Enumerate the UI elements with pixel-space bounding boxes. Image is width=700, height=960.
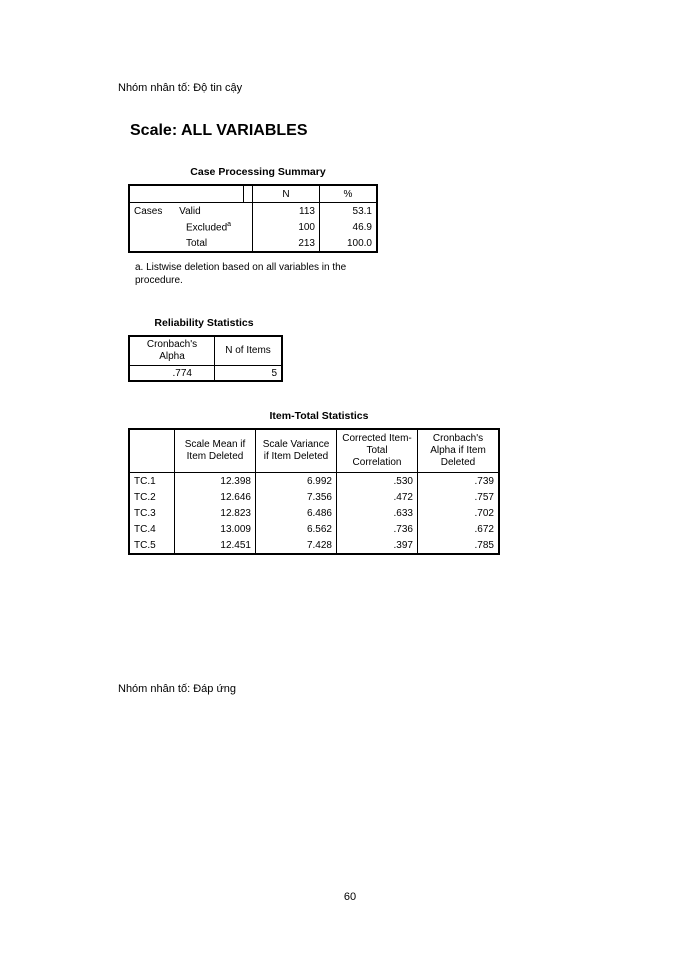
cps-cell-pct: 53.1: [352, 205, 372, 217]
its-cell-variance: 6.992: [256, 473, 337, 490]
cps-cell-pct: 100.0: [346, 237, 372, 249]
rel-cell-items: 5: [271, 367, 277, 379]
table-row: [129, 235, 377, 252]
cps-footnote: a. Listwise deletion based on all variables in the procedure.: [135, 262, 347, 286]
its-cell-alpha: .702: [474, 507, 494, 519]
its-header-alpha: Cronbach's Alpha if Item Deleted: [418, 429, 500, 473]
its-cell-mean: 12.823: [175, 505, 256, 521]
table-row: [129, 489, 499, 505]
its-cell-item: TC.5: [129, 537, 175, 554]
cps-header-n: N: [253, 185, 320, 203]
its-header-variance: Scale Variance if Item Deleted: [256, 429, 337, 473]
table-row: [129, 203, 377, 220]
cps-row-label: Excluded$^a$: [186, 220, 232, 234]
cps-row-label: Total: [186, 237, 208, 249]
its-cell-variance: 6.562: [256, 521, 337, 537]
its-cell-variance: 6.486: [256, 505, 337, 521]
its-cell-corr: .472: [337, 489, 418, 505]
its-cell-alpha: .672: [474, 523, 494, 535]
cps-cell-n: 100: [253, 219, 320, 235]
its-cell-item: TC.2: [129, 489, 175, 505]
its-cell-corr: .736: [337, 521, 418, 537]
its-cell-item: TC.1: [129, 473, 175, 490]
cps-cell-n: 213: [253, 235, 320, 252]
rel-cell-alpha: .774: [129, 366, 215, 382]
its-corner: [129, 429, 175, 473]
page-number: 60: [343, 891, 357, 903]
item-total-table: [128, 428, 500, 555]
rel-header-alpha: Cronbach's Alpha: [129, 336, 215, 366]
cps-header-pct: %: [320, 185, 378, 203]
case-processing-table: [128, 184, 378, 253]
its-cell-item: TC.3: [129, 505, 175, 521]
its-cell-mean: 12.398: [175, 473, 256, 490]
table-row: [129, 473, 499, 490]
table-row: [129, 521, 499, 537]
its-header-corr: Corrected Item-Total Correlation: [337, 429, 418, 473]
case-processing-title: Case Processing Summary: [190, 166, 326, 178]
table-row: [129, 366, 282, 382]
cps-cell-n: 113: [253, 203, 320, 220]
section-heading-reliability: Nhóm nhân tố: Độ tin cậy: [118, 82, 243, 94]
its-cell-variance: 7.356: [256, 489, 337, 505]
its-cell-alpha: .785: [474, 539, 494, 551]
table-row: [129, 219, 377, 235]
section-heading-responsiveness: Nhóm nhân tố: Đáp ứng: [118, 683, 237, 695]
table-row: [129, 505, 499, 521]
scale-title: Scale: ALL VARIABLES: [130, 122, 308, 139]
its-cell-variance: 7.428: [256, 537, 337, 554]
item-total-title: Item-Total Statistics: [269, 410, 369, 422]
table-row: [129, 537, 499, 554]
its-cell-corr: .530: [337, 473, 418, 490]
its-cell-corr: .397: [337, 537, 418, 554]
cps-row-label: Valid: [179, 205, 201, 217]
its-header-mean: Scale Mean if Item Deleted: [175, 429, 256, 473]
its-cell-alpha: .739: [474, 475, 494, 487]
its-cell-mean: 12.451: [175, 537, 256, 554]
cps-corner: [129, 185, 244, 203]
its-cell-corr: .633: [337, 505, 418, 521]
its-cell-item: TC.4: [129, 521, 175, 537]
reliability-table: [128, 335, 283, 382]
rel-header-items: N of Items: [215, 336, 283, 366]
its-cell-mean: 13.009: [175, 521, 256, 537]
its-cell-mean: 12.646: [175, 489, 256, 505]
its-cell-alpha: .757: [474, 491, 494, 503]
reliability-title: Reliability Statistics: [154, 317, 254, 329]
cps-cell-pct: 46.9: [352, 221, 372, 233]
cps-group-label: Cases Valid: [134, 205, 201, 217]
